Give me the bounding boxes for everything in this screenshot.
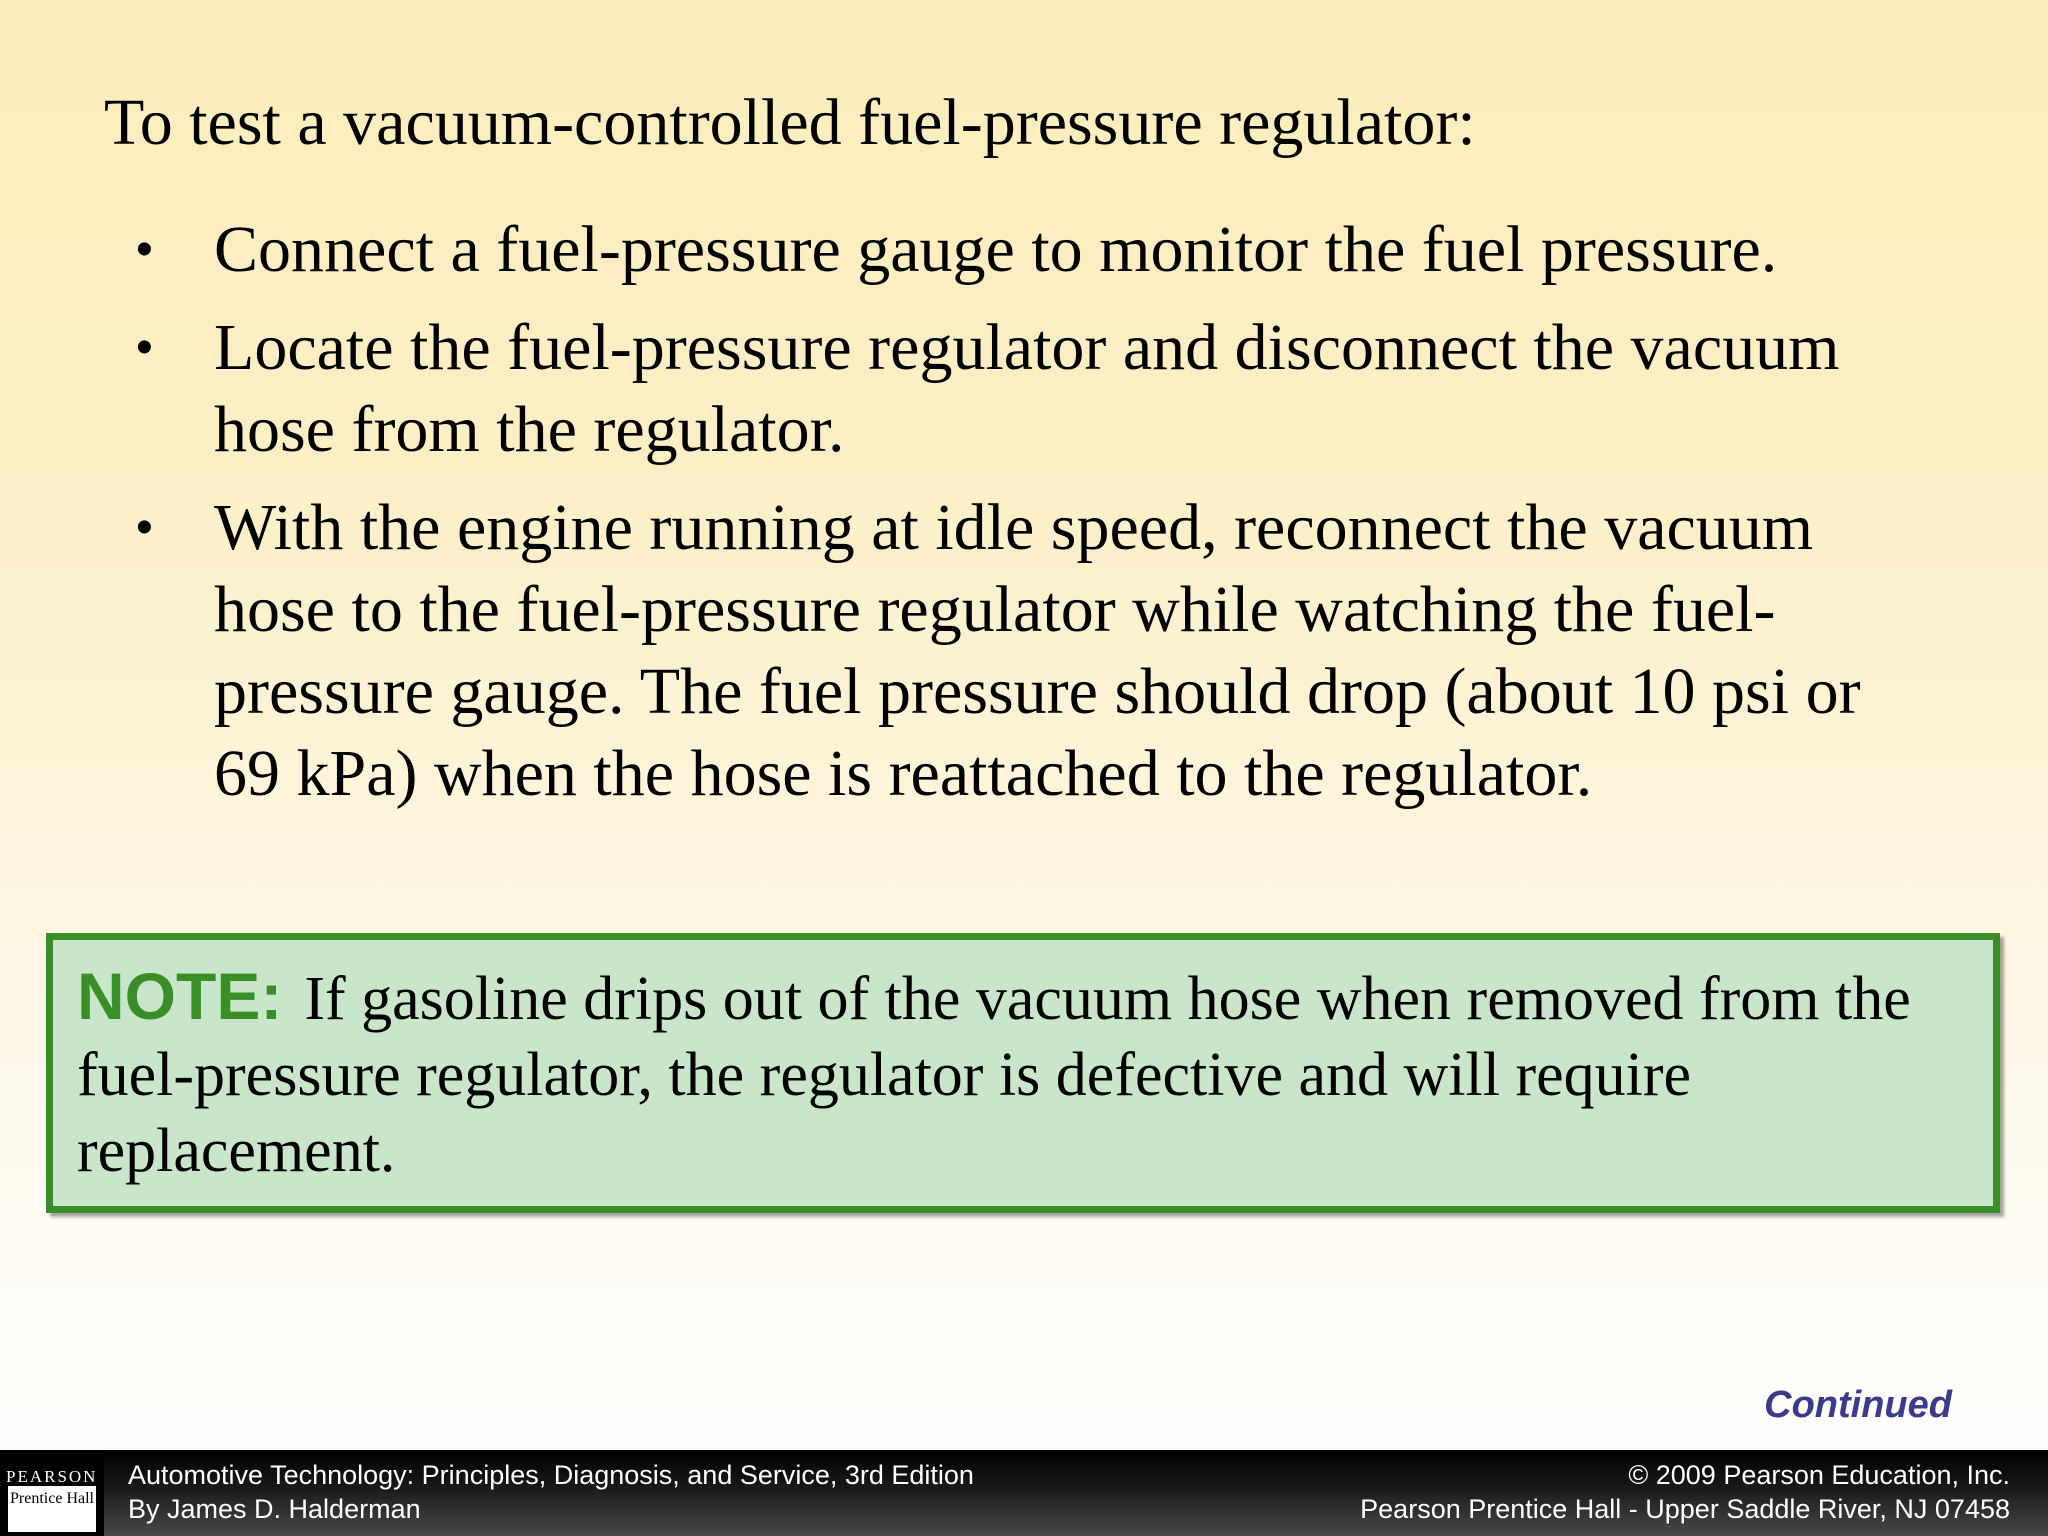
- pearson-prentice-hall-logo: [0, 1450, 104, 1536]
- note-text: If gasoline drips out of the vacuum hose when removed from the fuel-pressure regulator, the regulator is defective and will require replacement.: [77, 965, 1911, 1185]
- bullet-item: [136, 209, 1926, 291]
- bullet-text: Connect a fuel-pressure gauge to monitor the fuel pressure.: [214, 213, 1778, 286]
- bullet-text: Locate the fuel-pressure regulator and disconnect the vacuum hose from the regulator.: [214, 311, 1840, 466]
- bullet-icon: •: [136, 321, 153, 374]
- note-box: [46, 933, 2000, 1213]
- bullet-text: With the engine running at idle speed, reconnect the vacuum hose to the fuel-pressure regulator while watching the fuel-pressure gauge. The fuel pressure should drop (about 10 psi or 69 kPa) when the hose is reattached to the regulator.: [214, 491, 1861, 810]
- continued-label: Continued: [1764, 1384, 1952, 1426]
- bullet-icon: •: [136, 501, 153, 554]
- footer-bar: [0, 1450, 2048, 1536]
- logo-pearson-text: PEARSON: [6, 1467, 98, 1486]
- footer-author: By James D. Halderman: [128, 1494, 421, 1524]
- footer-copyright: © 2009 Pearson Education, Inc.: [1628, 1460, 2010, 1490]
- bullet-item: [136, 487, 1926, 815]
- bullet-icon: •: [136, 223, 153, 276]
- footer-book-info: [128, 1458, 974, 1526]
- slide-intro-heading: To test a vacuum-controlled fuel-pressure regulator:: [104, 86, 1476, 159]
- footer-publisher: Pearson Prentice Hall - Upper Saddle River, NJ 07458: [1360, 1494, 2010, 1524]
- note-label: NOTE:: [77, 959, 283, 1033]
- footer-book-title: Automotive Technology: Principles, Diagnosis, and Service, 3rd Edition: [128, 1460, 974, 1490]
- bullet-item: [136, 307, 1926, 471]
- logo-prentice-hall-text: Prentice Hall: [8, 1486, 96, 1532]
- footer-publisher-info: [1360, 1458, 2010, 1526]
- bullet-list: [136, 209, 1926, 831]
